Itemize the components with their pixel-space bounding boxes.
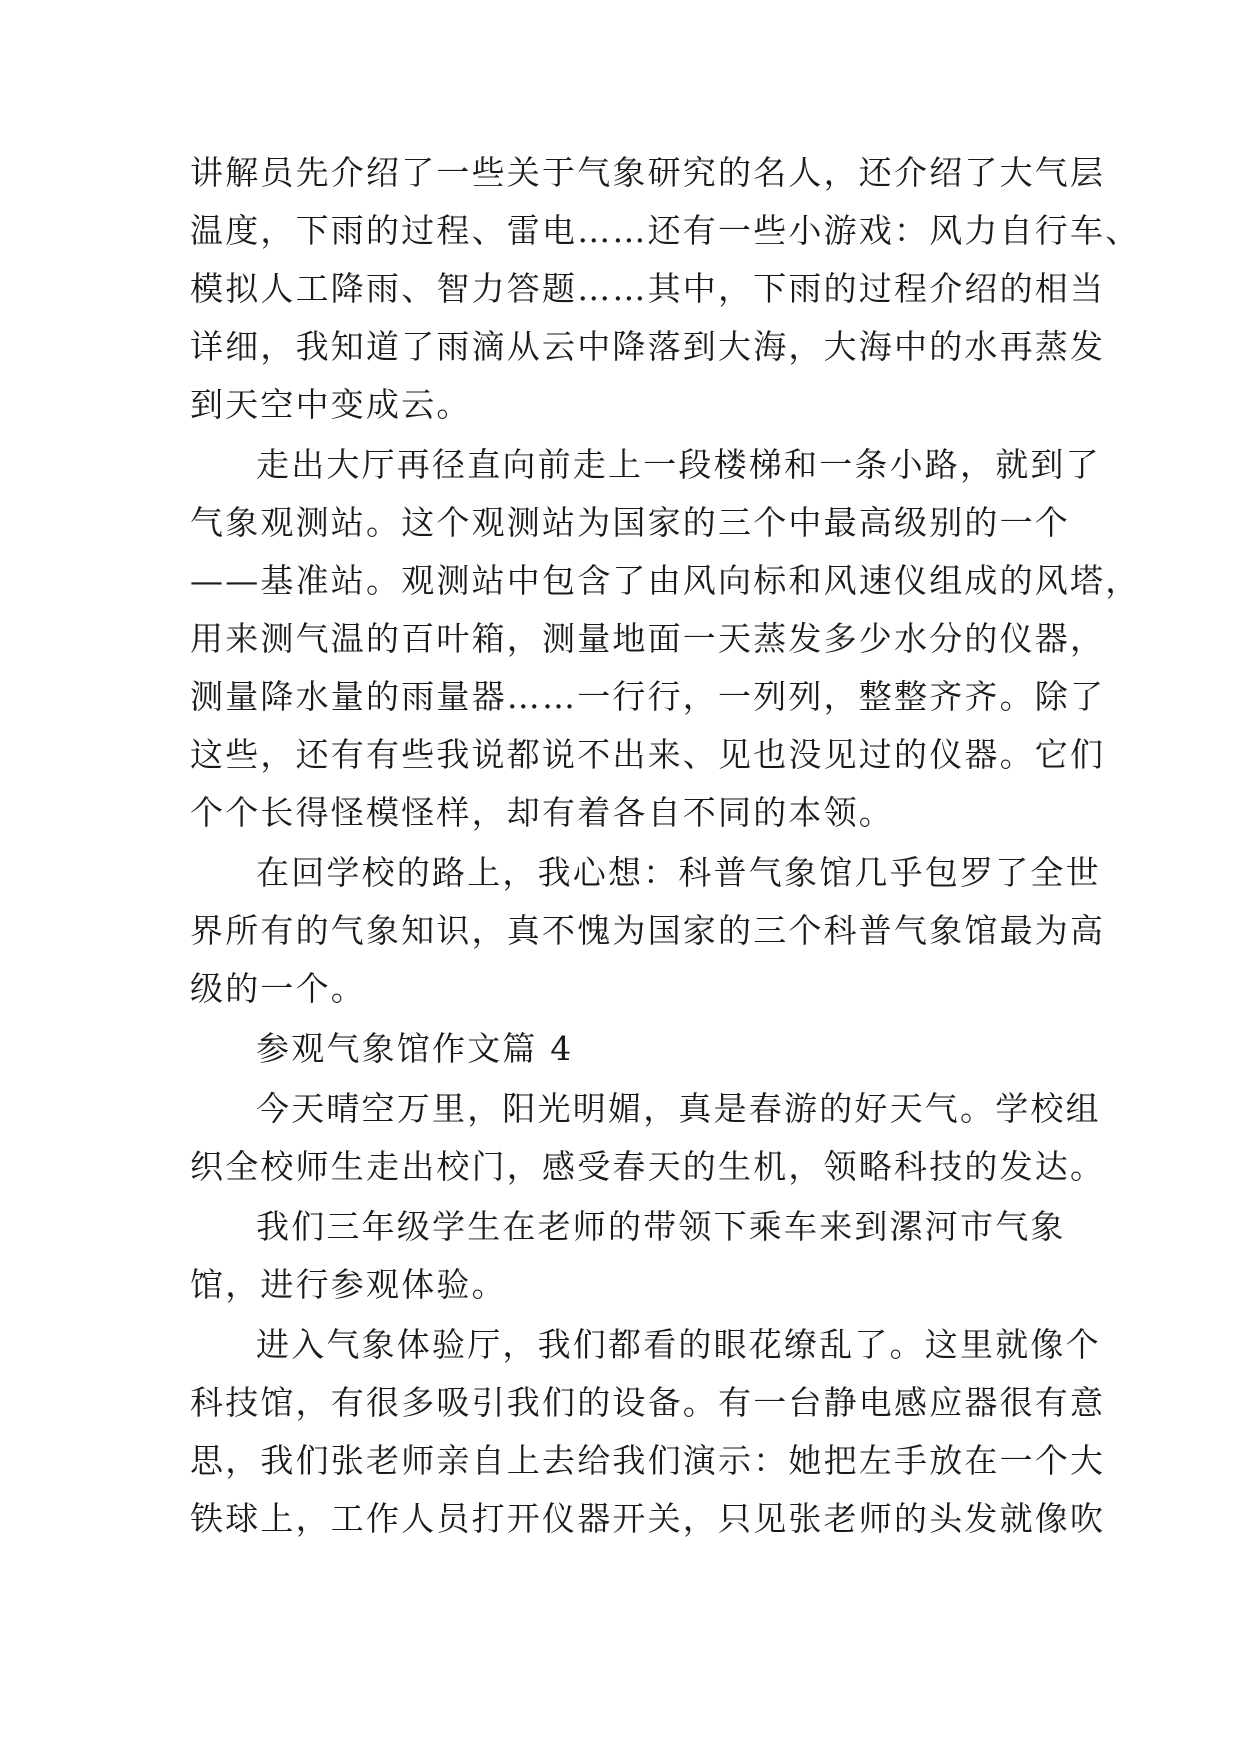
text-line: 个个长得怪模怪样，却有着各自不同的本领。 [190, 793, 894, 832]
text-line: 今天晴空万里，阳光明媚，真是春游的好天气。学校组 [256, 1089, 1101, 1128]
text-line: 馆，进行参观体验。 [190, 1265, 507, 1304]
text-line: 思，我们张老师亲自上去给我们演示：她把左手放在一个大 [190, 1441, 1106, 1480]
text-line: 温度，下雨的过程、雷电……还有一些小游戏：风力自行车、 [190, 211, 1141, 250]
text-line: 走出大厅再径直向前走上一段楼梯和一条小路，就到了 [256, 445, 1101, 484]
text-line: ——基准站。观测站中包含了由风向标和风速仪组成的风塔， [190, 561, 1141, 600]
section-heading: 参观气象馆作文篇 4 [256, 1029, 574, 1068]
text-line: 在回学校的路上，我心想：科普气象馆几乎包罗了全世 [256, 853, 1101, 892]
text-line: 这些，还有有些我说都说不出来、见也没见过的仪器。它们 [190, 735, 1106, 774]
text-line: 到天空中变成云。 [190, 385, 472, 424]
text-line: 我们三年级学生在老师的带领下乘车来到漯河市气象 [256, 1207, 1066, 1246]
text-line: 界所有的气象知识，真不愧为国家的三个科普气象馆最为高 [190, 911, 1106, 950]
text-line: 讲解员先介绍了一些关于气象研究的名人，还介绍了大气层 [190, 153, 1106, 192]
text-line: 详细，我知道了雨滴从云中降落到大海，大海中的水再蒸发 [190, 327, 1106, 366]
text-line: 织全校师生走出校门，感受春天的生机，领略科技的发达。 [190, 1147, 1106, 1186]
text-line: 铁球上，工作人员打开仪器开关，只见张老师的头发就像吹 [190, 1499, 1106, 1538]
text-line: 测量降水量的雨量器……一行行，一列列，整整齐齐。除了 [190, 677, 1106, 716]
text-line: 进入气象体验厅，我们都看的眼花缭乱了。这里就像个 [256, 1325, 1101, 1364]
text-line: 级的一个。 [190, 969, 366, 1008]
text-line: 模拟人工降雨、智力答题……其中，下雨的过程介绍的相当 [190, 269, 1106, 308]
text-line: 气象观测站。这个观测站为国家的三个中最高级别的一个 [190, 503, 1070, 542]
text-line: 用来测气温的百叶箱，测量地面一天蒸发多少水分的仪器， [190, 619, 1106, 658]
text-line: 科技馆，有很多吸引我们的设备。有一台静电感应器很有意 [190, 1383, 1106, 1422]
